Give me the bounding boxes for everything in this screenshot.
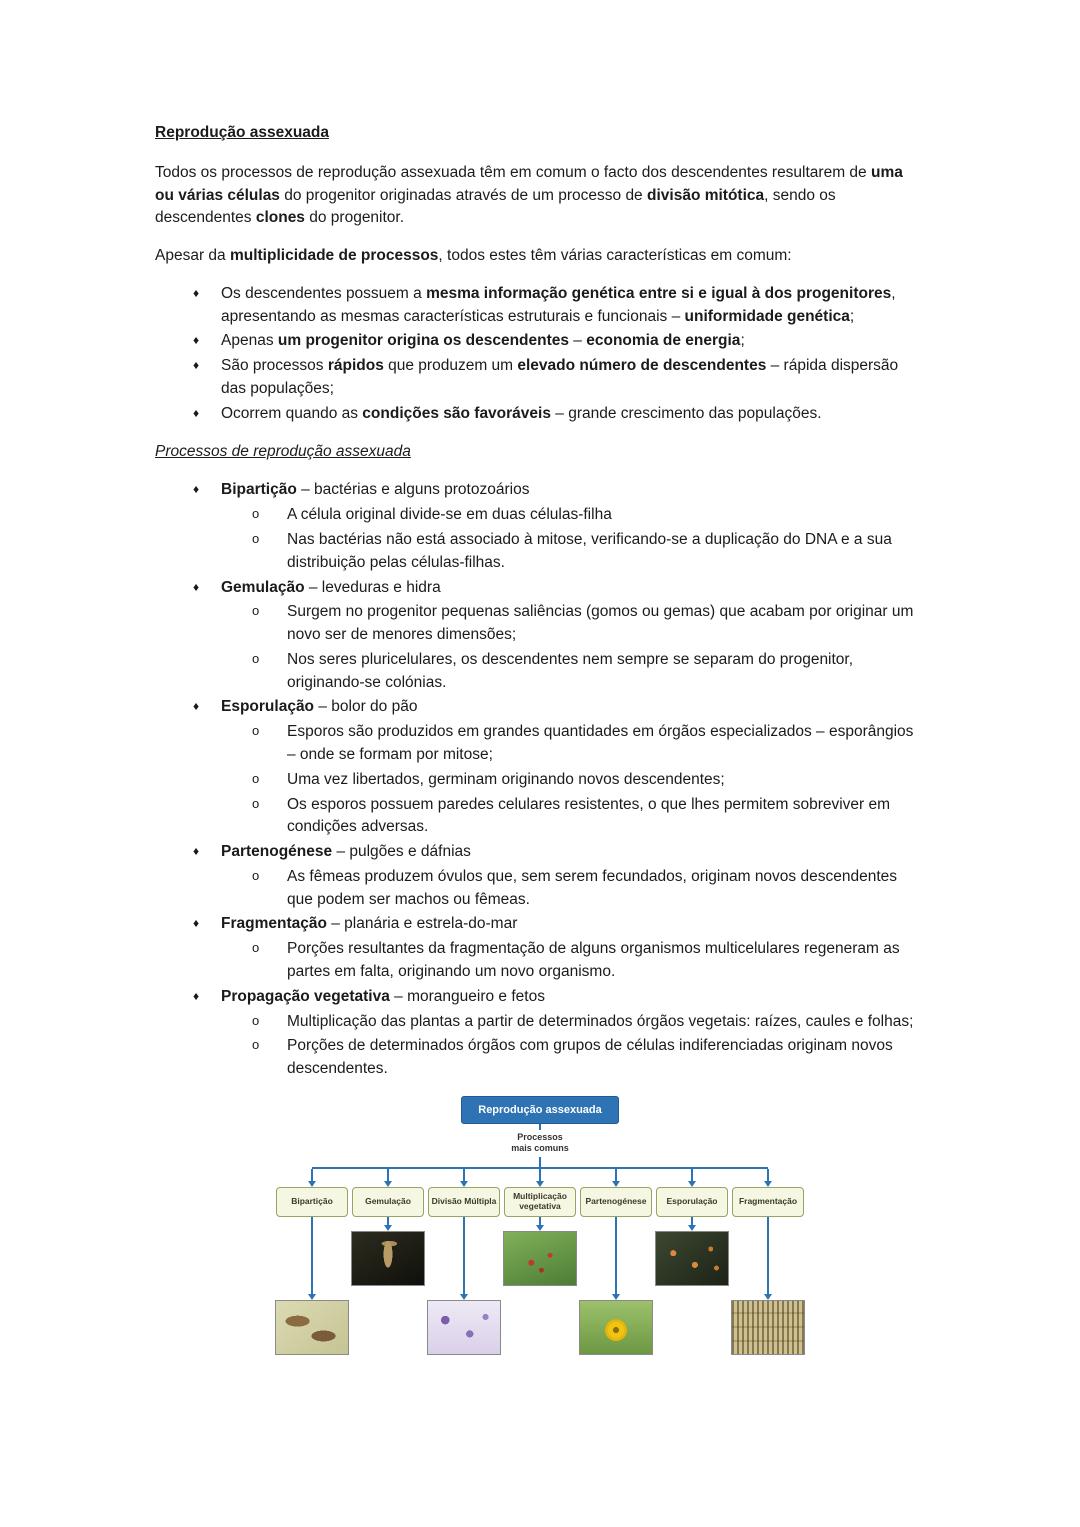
node-label: Bipartição [276,1187,348,1217]
diamond-bullet-icon: ♦ [193,358,200,373]
arrow-down-icon [460,1181,468,1187]
process-subitem-text: Uma vez libertados, germinam originando novos descendentes; [287,770,725,788]
circle-bullet-icon: o [252,506,260,522]
process-title [155,577,925,600]
circle-bullet-icon: o [252,723,260,739]
connector-line [691,1169,693,1181]
list-item [155,330,925,353]
node-label: Gemulação [352,1187,424,1217]
branch-parthenogenesis [578,1169,654,1355]
node-label: Fragmentação [732,1187,804,1217]
connector-line [539,1169,541,1181]
connector-line [691,1217,693,1225]
connector-line [463,1217,465,1294]
process-title-text: Fragmentação – planária e estrela-do-mar [221,915,518,933]
diamond-bullet-icon: ♦ [193,988,200,1003]
connector-line [539,1124,541,1130]
circle-bullet-icon: o [252,1037,260,1053]
hydra-budding-photo [351,1231,425,1286]
process-subitem-text: Porções resultantes da fragmentação de alguns organismos multicelulares regeneram as partes em falta, originando um novo organismo. [287,940,900,980]
process-subitem-text: Multiplicação das plantas a partir de determinados órgãos vegetais: raízes, caules e folhas; [287,1012,914,1030]
process-title-text: Gemulação – leveduras e hidra [221,578,441,596]
diamond-bullet-icon: ♦ [193,916,200,931]
diamond-bullet-icon: ♦ [193,579,200,594]
circle-bullet-icon: o [252,1012,260,1028]
diamond-bullet-icon: ♦ [193,482,200,497]
diagram-root-box: Reprodução assexuada [461,1096,619,1124]
flower-aphids-photo [579,1300,653,1355]
arrow-down-icon [764,1181,772,1187]
section-subheading: Processos de reprodução assexuada [155,442,411,460]
planaria-worms-photo [731,1300,805,1355]
processes-list [155,479,925,1081]
arrow-down-icon [612,1181,620,1187]
intro-paragraph-1: Todos os processos de reprodução assexuada têm em comum o facto dos descendentes resultarem de uma ou várias células do progenitor originadas através de um processo de divisão mitótica, sendo os descendentes clones do progenitor. [155,163,903,227]
circle-bullet-icon: o [252,940,260,956]
list-item [155,403,925,426]
process-title [155,913,925,936]
diagram-branches [274,1169,806,1355]
connector-line [311,1169,313,1181]
list-item-text: Apenas um progenitor origina os descendentes – economia de energia; [221,332,745,350]
process-subitem [155,649,925,695]
diamond-bullet-icon: ♦ [193,333,200,348]
page-title: Reprodução assexuada [155,124,330,141]
arrow-down-icon [308,1181,316,1187]
process-subitem-text: Surgem no progenitor pequenas saliências (gomos ou gemas) que acabam por originar um novo ser de menores dimensões; [287,603,914,644]
connector-line [767,1169,769,1181]
process-title-text: Esporulação – bolor do pão [221,698,418,716]
process-title [155,841,925,864]
circle-bullet-icon: o [252,603,260,619]
process-subitem-text: As fêmeas produzem óvulos que, sem serem fecundados, originam novos descendentes que podem ser machos ou fêmeas. [287,867,898,908]
paramecium-dividing-photo [275,1300,349,1355]
process-subitem [155,794,925,840]
diamond-bullet-icon: ♦ [193,699,200,714]
process-title-text: Bipartição – bactérias e alguns protozoários [221,481,530,499]
process-subitem-text: Nas bactérias não está associado à mitose, verificando-se a duplicação do DNA e a sua distribuição pelas células-filhas. [287,530,892,571]
process-subitem-text: Esporos são produzidos em grandes quantidades em órgãos especializados – esporângios – onde se formam por mitose; [287,723,914,763]
circle-bullet-icon: o [252,795,260,811]
circle-bullet-icon: o [252,530,260,546]
circle-bullet-icon: o [252,770,260,786]
branch-fragmentation [730,1169,806,1355]
branch-bipartition [274,1169,350,1355]
arrow-down-icon [384,1181,392,1187]
branch-multiple-division [426,1169,502,1355]
process-title [155,986,925,1009]
connector-line [539,1217,541,1225]
process-subitem [155,1035,925,1081]
process-subitem [155,938,925,984]
list-item-text: São processos rápidos que produzem um elevado número de descendentes – rápida dispersão das populações; [221,357,899,398]
diagram-root [274,1096,806,1167]
branch-label: Processos mais comuns [511,1132,569,1154]
process-subitem [155,721,925,767]
process-title [155,696,925,719]
diamond-bullet-icon: ♦ [193,285,200,300]
process-subitem-text: Porções de determinados órgãos com grupos de células indiferenciadas originam novos descendentes. [287,1037,893,1078]
list-item-text: Ocorrem quando as condições são favoráveis – grande crescimento das populações. [221,404,822,422]
process-title [155,479,925,502]
connector-line [615,1217,617,1294]
circle-bullet-icon: o [252,650,260,666]
process-subitem [155,504,925,527]
connector-line [767,1217,769,1294]
process-subitem [155,529,925,575]
diamond-bullet-icon: ♦ [193,844,200,859]
intro-paragraph-2: Apesar da multiplicidade de processos, todos estes têm várias características em comum: [155,247,792,265]
connector-line [387,1169,389,1181]
node-label: Divisão Múltipla [428,1187,500,1217]
strawberry-plant-photo [503,1231,577,1286]
branch-budding [350,1169,426,1355]
connector-line [387,1217,389,1225]
process-title-text: Partenogénese – pulgões e dáfnias [221,843,471,861]
process-subitem [155,866,925,912]
node-label: Partenogénese [580,1187,652,1217]
process-title-text: Propagação vegetativa – morangueiro e fetos [221,987,545,1005]
bread-mold-photo [655,1231,729,1286]
diamond-bullet-icon: ♦ [193,405,200,420]
list-item [155,355,925,401]
circle-bullet-icon: o [252,867,260,883]
process-subitem-text: Nos seres pluricelulares, os descendentes nem sempre se separam do progenitor, originando-se colónias. [287,650,854,691]
node-label: Esporulação [656,1187,728,1217]
process-subitem [155,769,925,792]
connector-line [463,1169,465,1181]
process-subitem [155,1011,925,1034]
asexual-reproduction-diagram [274,1096,806,1355]
list-item-text: Os descendentes possuem a mesma informação genética entre si e igual à dos progenitores, apresentando as mesmas características estruturais e funcionais – uniformidade genética; [221,284,896,325]
connector-line [615,1169,617,1181]
node-label: Multiplicação vegetativa [504,1187,576,1217]
list-item [155,283,925,329]
process-subitem-text: A célula original divide-se em duas células-filha [287,506,612,524]
connector-line [539,1157,541,1167]
connector-line [311,1217,313,1294]
branch-sporulation [654,1169,730,1355]
arrow-down-icon [536,1181,544,1187]
arrow-down-icon [688,1181,696,1187]
process-subitem [155,601,925,647]
process-subitem-text: Os esporos possuem paredes celulares resistentes, o que lhes permitem sobreviver em condições adversas. [287,795,891,836]
branch-vegetative-propagation [502,1169,578,1355]
cells-micrograph-photo [427,1300,501,1355]
characteristics-list [155,283,925,426]
